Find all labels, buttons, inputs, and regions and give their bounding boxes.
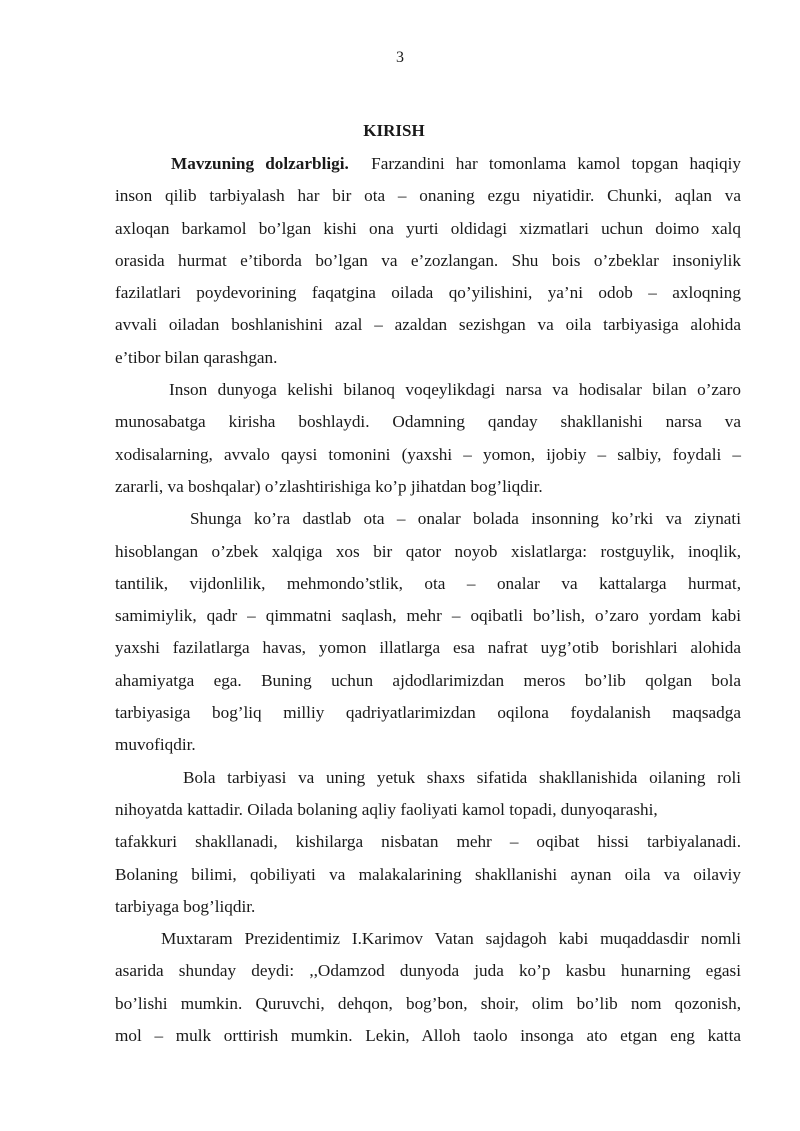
paragraph-lead: Mavzuning dolzarbligi. (171, 154, 349, 173)
text-line: avvali oiladan boshlanishini azal – azaldan sezishgan va oila tarbiyasiga alohida (115, 315, 741, 335)
text-line: Bola tarbiyasi va uning yetuk shaxs sifatida shakllanishida oilaning roli (183, 767, 741, 787)
text-line: nihoyatda kattadir. Oilada bolaning aqliy faoliyati kamol topadi, dunyoqarashi, (115, 799, 658, 819)
section-heading: KIRISH (363, 121, 425, 140)
text-line: tarbiyaga bog’liqdir. (115, 896, 256, 916)
text-line: tarbiyasiga bog’liq milliy qadriyatlarimizdan oqilona foydalanish maqsadga (115, 703, 741, 723)
text-line-content: Farzandini har tomonlama kamol topgan haqiqiy (371, 154, 742, 173)
text-line: tafakkuri shakllanadi, kishilarga nisbatan mehr – oqibat hissi tarbiyalanadi. (115, 832, 741, 852)
text-line: hisoblangan o’zbek xalqiga xos bir qator noyob xislatlarga: rostguylik, inoqlik, (115, 541, 741, 561)
page-number: 3 (396, 49, 404, 66)
text-line (115, 148, 741, 180)
text-line: orasida hurmat e’tiborda bo’lgan va e’zozlangan. Shu bois o’zbeklar insoniylik (115, 250, 741, 270)
text-line: munosabatga kirisha boshlaydi. Odamning qanday shakllanishi narsa va (115, 412, 741, 432)
text-line: fazilatlari poydevorining faqatgina oilada qo’yilishini, ya’ni odob – axloqning (115, 283, 741, 303)
text-line: zararli, va boshqalar) o’zlashtirishiga ko’p jihatdan bog’liqdir. (115, 476, 543, 496)
paragraph-relevance (115, 148, 741, 374)
text-line: xodisalarning, avvalo qaysi tomonini (yaxshi – yomon, ijobiy – salbiy, foydali – (115, 444, 741, 464)
document-body (115, 148, 741, 1052)
text-line: ahamiyatga ega. Buning uchun ajdodlarimizdan meros bo’lib qolgan bola (115, 670, 741, 690)
text-line: Muxtaram Prezidentimiz I.Karimov Vatan sajdagoh kabi muqaddasdir nomli (161, 929, 741, 949)
text-line: Bolaning bilimi, qobiliyati va malakalarining shakllanishi aynan oila va oilaviy (115, 864, 741, 884)
text-line: bo’lishi mumkin. Quruvchi, dehqon, bog’bon, shoir, olim bo’lib nom qozonish, (115, 993, 741, 1013)
text-line: Shunga ko’ra dastlab ota – onalar bolada insonning ko’rki va ziynati (190, 509, 741, 529)
text-line: samimiylik, qadr – qimmatni saqlash, mehr – oqibatli bo’lish, o’zaro yordam kabi (115, 606, 741, 626)
text-line: e’tibor bilan qarashgan. (115, 347, 278, 367)
text-line: mol – mulk orttirish mumkin. Lekin, Alloh taolo insonga ato etgan eng katta (115, 1026, 741, 1046)
text-line: inson qilib tarbiyalash har bir ota – onaning ezgu niyatidir. Chunki, aqlan va (115, 186, 741, 206)
paragraph (115, 923, 741, 1052)
text-line: yaxshi fazilatlarga havas, yomon illatlarga esa nafrat uyg’otib borishlari alohida (115, 638, 741, 658)
text-line: tantilik, vijdonlilik, mehmondo’stlik, ota – onalar va kattalarga hurmat, (115, 573, 741, 593)
paragraph (115, 762, 741, 923)
paragraph (115, 374, 741, 503)
text-line: Inson dunyoga kelishi bilanoq voqeylikdagi narsa va hodisalar bilan o’zaro (169, 380, 741, 400)
paragraph (115, 503, 741, 761)
text-line: axloqan barkamol bo’lgan kishi ona yurti oldidagi xizmatlari uchun doimo xalq (115, 218, 741, 238)
text-line: asarida shunday deydi: ,,Odamzod dunyoda juda ko’p kasbu hunarning egasi (115, 961, 741, 981)
text-line: muvofiqdir. (115, 735, 196, 755)
